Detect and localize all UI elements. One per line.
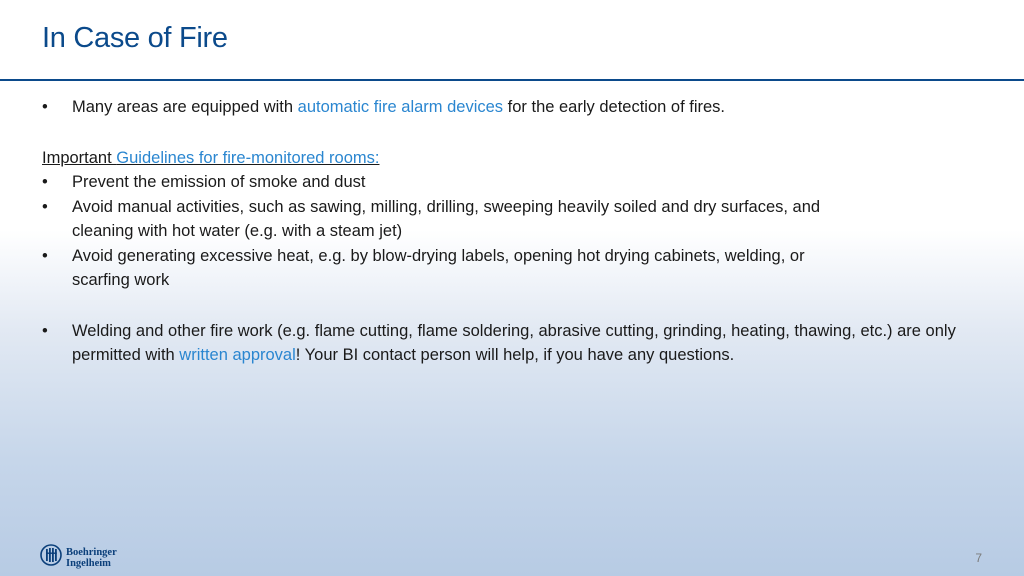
boehringer-logo-icon <box>40 543 62 572</box>
guidelines-heading-link[interactable]: Guidelines for fire-monitored rooms: <box>116 148 380 167</box>
guideline-text: Avoid generating excessive heat, e.g. by blow-drying labels, opening hot drying cabinets, welding, or scarfing work <box>72 246 805 289</box>
company-logo <box>40 543 117 572</box>
guideline-text: Prevent the emission of smoke and dust <box>72 173 366 191</box>
guideline-item <box>42 170 832 195</box>
bullet-dot: • <box>42 246 48 265</box>
logo-line1: Boehringer <box>66 546 117 558</box>
intro-text-after: for the early detection of fires. <box>503 98 726 116</box>
bullet-dot: • <box>42 173 48 191</box>
bullet-dot: • <box>42 197 48 216</box>
written-approval-link[interactable]: written approval <box>179 346 296 364</box>
slide-title: In Case of Fire <box>42 22 228 54</box>
guideline-item <box>42 195 832 244</box>
welding-bullet <box>42 319 972 368</box>
page-number: 7 <box>975 551 982 565</box>
guidelines-heading-prefix: Important <box>42 148 117 167</box>
fire-alarm-link[interactable]: automatic fire alarm devices <box>297 98 504 116</box>
title-divider <box>0 79 1024 81</box>
welding-text-after: ! Your BI contact person will help, if you have any questions. <box>295 346 735 364</box>
logo-line2: Ingelheim <box>66 557 111 569</box>
slide-content <box>42 95 972 368</box>
guideline-text: Avoid manual activities, such as sawing, milling, drilling, sweeping heavily soiled and dry surfaces, and cleaning with hot water (e.g. with a steam jet) <box>72 197 821 240</box>
bullet-dot: • <box>42 321 48 340</box>
bullet-dot: • <box>42 98 48 116</box>
guideline-item <box>42 244 832 293</box>
intro-text-before: Many areas are equipped with <box>72 98 298 116</box>
intro-bullet <box>42 95 972 120</box>
welding-text-before: Welding and other fire work (e.g. flame cutting, flame soldering, abrasive cutting, grinding, heating, thawing, etc.) are only permitted with <box>72 321 956 364</box>
guidelines-heading <box>42 146 423 171</box>
